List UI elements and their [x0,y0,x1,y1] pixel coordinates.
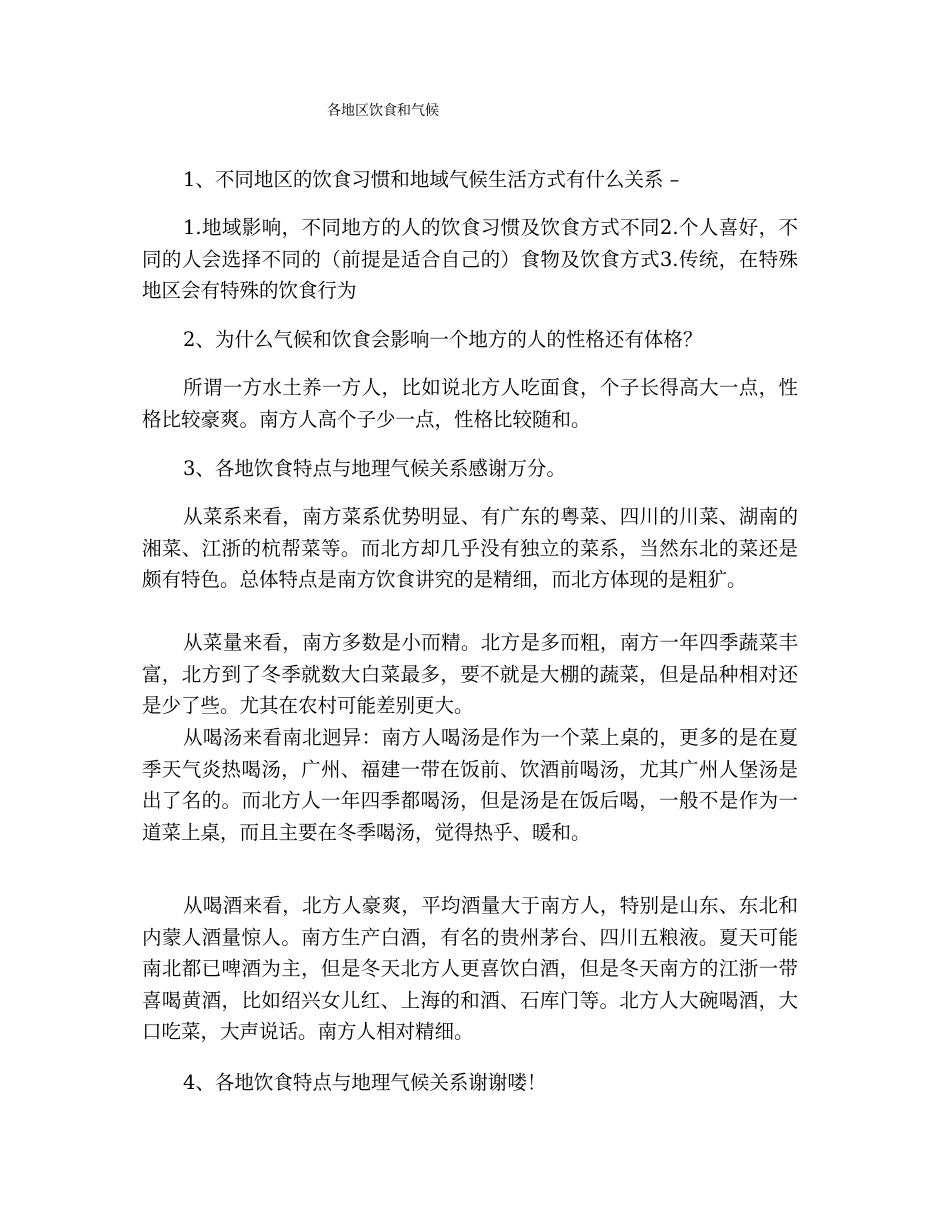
answer-1: 1.地域影响，不同地方的人的饮食习惯及饮食方式不同2.个人喜好，不同的人会选择不同的（前提是适合自己的）食物及饮食方式3.传统，在特殊地区会有特殊的饮食行为 [142,216,798,302]
question-3: 3、各地饮食特点与地理气候关系感谢万分。 [183,457,566,480]
answer-3-soup: 从喝汤来看南北迥异：南方人喝汤是作为一个菜上桌的，更多的是在夏季天气炎热喝汤，广州、福建一带在饭前、饮酒前喝汤，尤其广州人堡汤是出了名的。而北方人一年四季都喝汤，但是汤是在饭后喝，一般不是作为一道菜上桌，而且主要在冬季喝汤，觉得热乎、暖和。 [142,726,798,844]
question-2: 2、为什么气候和饮食会影响一个地方的人的性格还有体格？ [183,328,703,351]
answer-3-cuisine: 从菜系来看，南方菜系优势明显、有广东的粤菜、四川的川菜、湖南的湘菜、江浙的杭帮菜等。而北方却几乎没有独立的菜系，当然东北的菜还是颇有特色。总体特点是南方饮食讲究的是精细，而北方体现的是粗犷。 [142,505,798,591]
document-title: 各地区饮食和气候 [327,103,439,119]
answer-2: 所谓一方水土养一方人，比如说北方人吃面食，个子长得高大一点，性格比较豪爽。南方人高个子少一点，性格比较随和。 [142,376,798,431]
answer-3-portion: 从菜量来看，南方多数是小而精。北方是多而粗，南方一年四季蔬菜丰富，北方到了冬季就数大白菜最多，要不就是大棚的蔬菜，但是品种相对还是少了些。尤其在农村可能差别更大。 [142,631,798,717]
answer-3-drinking: 从喝酒来看，北方人豪爽，平均酒量大于南方人，特别是山东、东北和内蒙人酒量惊人。南方生产白酒，有名的贵州茅台、四川五粮液。夏天可能南北都已啤酒为主，但是冬天北方人更喜饮白酒，但是冬天南方的江浙一带喜喝黄酒，比如绍兴女儿红、上海的和酒、石库门等。北方人大碗喝酒，大口吃菜，大声说话。南方人相对精细。 [142,894,798,1043]
question-4: 4、各地饮食特点与地理气候关系谢谢喽！ [183,1071,547,1094]
question-1: 1、不同地区的饮食习惯和地域气候生活方式有什么关系 – [183,168,680,191]
